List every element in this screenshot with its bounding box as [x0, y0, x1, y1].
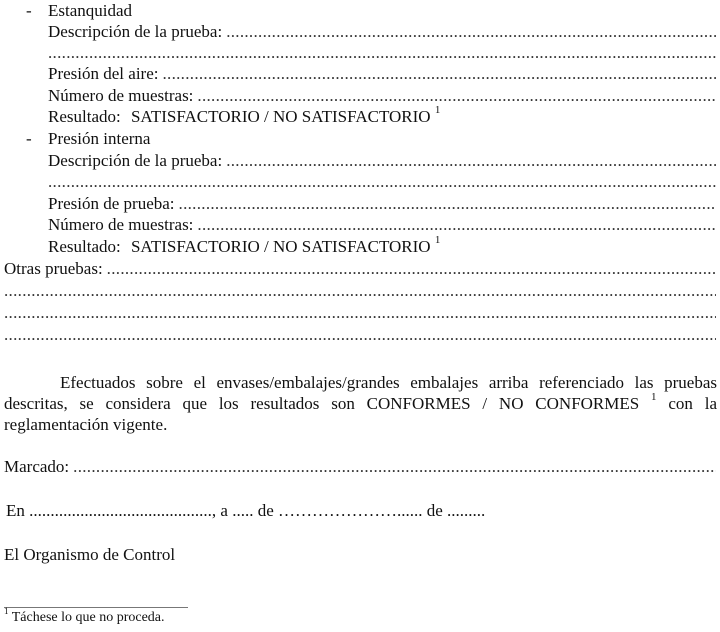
- bullet-dash: -: [26, 1, 32, 20]
- fill-dots: [197, 86, 716, 106]
- signature-label: El Organismo de Control: [4, 545, 176, 564]
- field-label: Número de muestras:: [48, 86, 194, 105]
- section-title-estanquidad: Estanquidad: [48, 1, 133, 20]
- field-marcado[interactable]: [4, 457, 716, 477]
- en-label: En: [6, 501, 25, 520]
- fill-dots: [107, 259, 716, 279]
- field-otras-pruebas-cont-2[interactable]: [4, 303, 716, 323]
- de-label: de: [257, 501, 274, 520]
- year-field[interactable]: .........: [447, 501, 486, 520]
- field-label: Número de muestras:: [48, 215, 194, 234]
- field-label: Resultado:: [48, 107, 121, 126]
- fill-dots: [162, 64, 716, 84]
- field-label: Presión del aire:: [48, 64, 159, 83]
- fill-dots: [4, 281, 716, 301]
- bullet-dash: -: [26, 129, 32, 148]
- footnote-number: 1: [4, 606, 9, 617]
- fill-dots: [226, 151, 716, 171]
- fill-dots: [73, 457, 716, 477]
- section-title-presion-interna: Presión interna: [48, 129, 151, 148]
- field-label: Presión de prueba:: [48, 194, 175, 213]
- footnote: [4, 606, 165, 626]
- footnote-ref: 1: [434, 104, 441, 117]
- field-presion-prueba[interactable]: [48, 194, 716, 214]
- fill-dots: [226, 22, 716, 42]
- place-field[interactable]: ...........................................,: [29, 501, 217, 520]
- fill-dots: [48, 43, 716, 63]
- field-presion-aire[interactable]: [48, 64, 716, 84]
- conformity-paragraph: [4, 372, 717, 435]
- fill-dots: [48, 172, 716, 192]
- resultado-options[interactable]: SATISFACTORIO / NO SATISFACTORIO: [130, 107, 431, 126]
- day-field[interactable]: .....: [232, 501, 254, 520]
- field-numero-muestras-presion[interactable]: [48, 215, 716, 235]
- field-descripcion-estanquidad-cont[interactable]: [48, 43, 716, 63]
- place-date-line: [6, 501, 485, 521]
- fill-dots: [179, 194, 716, 214]
- field-label: Descripción de la prueba:: [48, 22, 223, 41]
- fill-dots: [197, 215, 716, 235]
- field-otras-pruebas[interactable]: [4, 259, 716, 279]
- field-otras-pruebas-cont-1[interactable]: [4, 281, 716, 301]
- footnote-ref: 1: [434, 234, 441, 247]
- field-descripcion-estanquidad[interactable]: [48, 22, 716, 42]
- resultado-presion: [48, 234, 441, 257]
- field-label: Otras pruebas:: [4, 259, 103, 278]
- a-label: a: [220, 501, 228, 520]
- month-field[interactable]: …………………......: [277, 501, 423, 520]
- resultado-options[interactable]: SATISFACTORIO / NO SATISFACTORIO: [130, 237, 431, 256]
- paragraph-text-end: con la reglamentación vigente.: [4, 394, 718, 434]
- field-numero-muestras-estanquidad[interactable]: [48, 86, 716, 106]
- field-label: Descripción de la prueba:: [48, 151, 223, 170]
- fill-dots: [4, 303, 716, 323]
- field-label: Marcado:: [4, 457, 70, 476]
- footnote-text: Táchese lo que no proceda.: [11, 610, 165, 625]
- field-otras-pruebas-cont-3[interactable]: [4, 325, 716, 345]
- field-descripcion-presion-cont[interactable]: [48, 172, 716, 192]
- footnote-divider: [4, 607, 188, 608]
- fill-dots: [4, 325, 716, 345]
- resultado-estanquidad: [48, 104, 441, 127]
- footnote-ref: 1: [651, 391, 657, 404]
- paragraph-text: Efectuados sobre el envases/embalajes/grandes embalajes arriba referenciado las pruebas descritas, se considera que los resultados son CONFORMES / NO CONFORMES: [4, 373, 717, 413]
- de-label: de: [426, 501, 443, 520]
- field-label: Resultado:: [48, 237, 121, 256]
- field-descripcion-presion[interactable]: [48, 151, 716, 171]
